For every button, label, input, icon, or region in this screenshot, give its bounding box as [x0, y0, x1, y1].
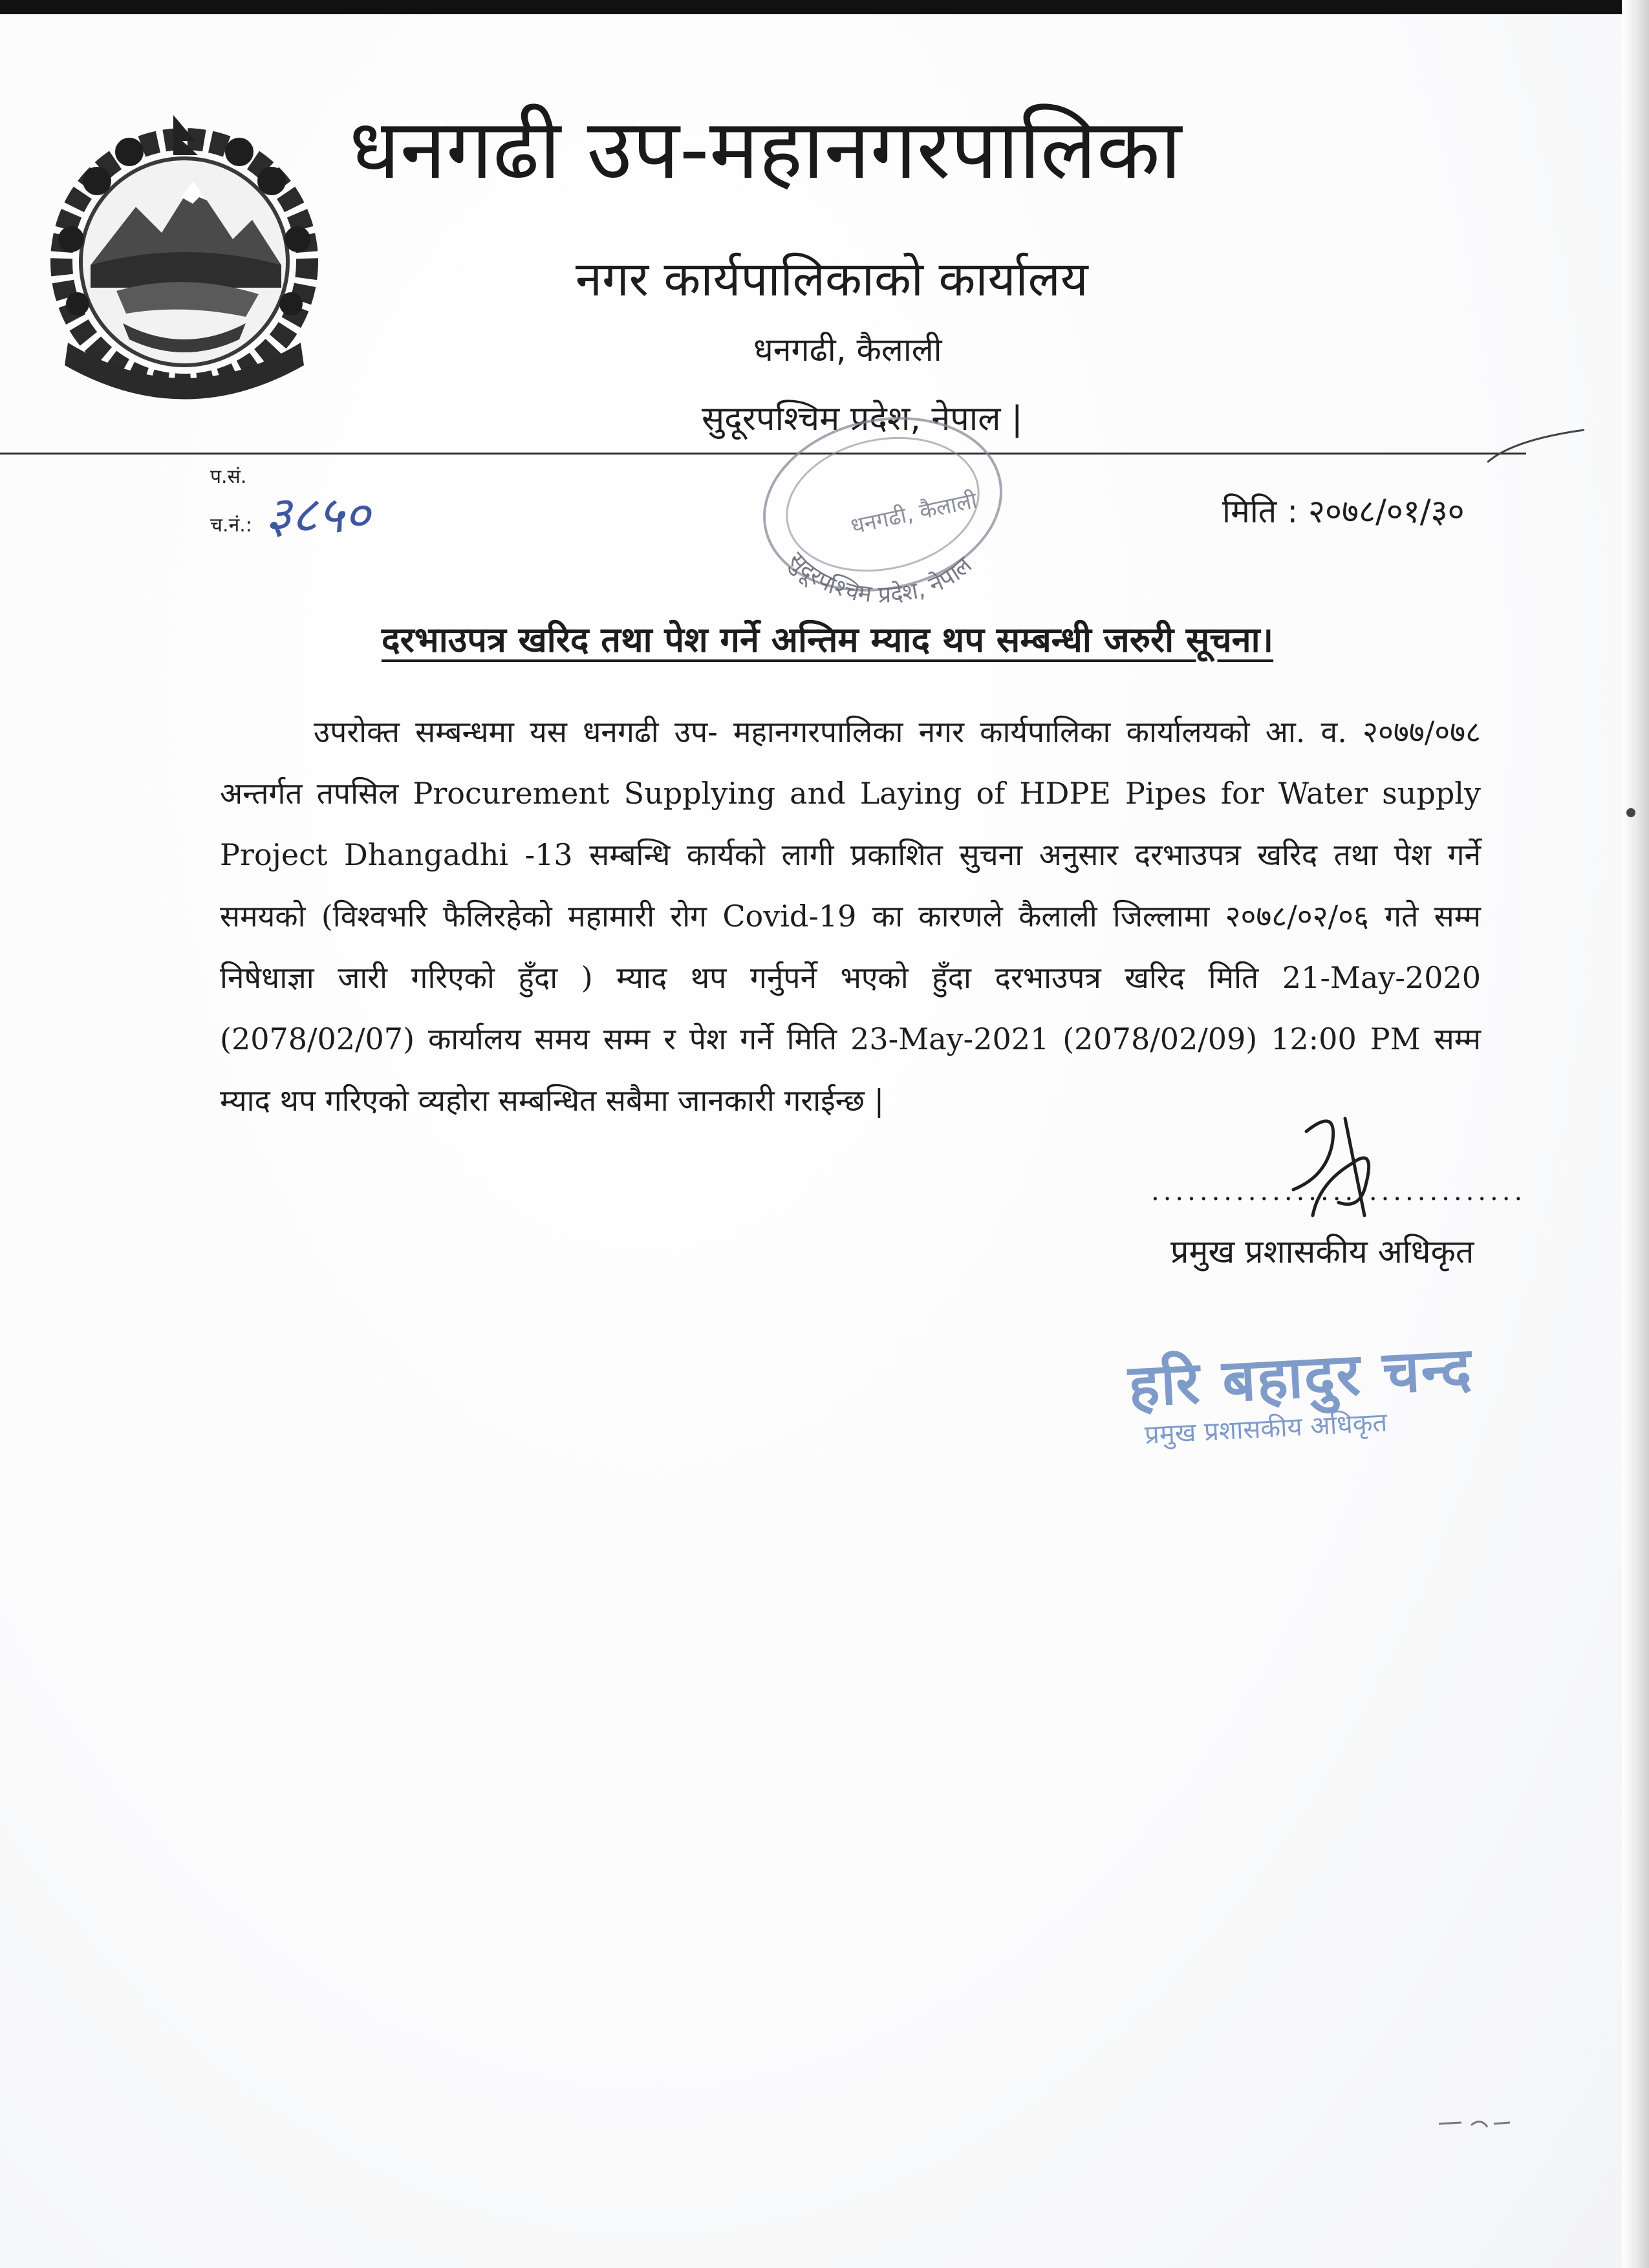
office-name: नगर कार्यपालिकाको कार्यालय — [576, 251, 1088, 307]
signatory-designation: प्रमुख प्रशासकीय अधिकृत — [1170, 1233, 1474, 1270]
date-value: २०७८/०१/३० — [1308, 493, 1465, 530]
scan-border-top — [0, 0, 1649, 14]
notice-body — [220, 701, 1481, 1131]
notice-paragraph: उपरोक्त सम्बन्धमा यस धनगढी उप- महानगरपालिका नगर कार्यपालिका कार्यालयको आ. व. २०७७/०७८ अन्तर्गत तपसिल Procurement Supplying and Laying of HDPE Pipes for Water supply Project Dhangadhi -13 सम्बन्धि कार्यको लागी प्रकाशित सुचना अनुसार दरभाउपत्र खरिद तथा पेश गर्ने समयको (विश्वभरि फैलिरहेको महामारी रोग Covid-19 का कारणले कैलाली जिल्लामा २०७८/०२/०६ गते सम्म निषेधाज्ञा जारी गरिएको हुँदा ) म्याद थप गर्नुपर्ने भएको हुँदा दरभाउपत्र खरिद मिति 21-May-2020 (2078/02/07) कार्यालय समय सम्म र पेश गर्ने मिति 23-May-2021 (2078/02/09) 12:00 PM सम्म म्याद थप गरिएको व्यहोरा सम्बन्धित सबैमा जानकारी गराईन्छ | — [220, 714, 1481, 1118]
reference-cn-label: च.नं.: — [210, 514, 252, 537]
name-stamp-designation: प्रमुख प्रशासकीय अधिकृत — [1143, 1407, 1388, 1450]
address-line-2: सुदूरपश्चिम प्रदेश, नेपाल | — [702, 400, 1023, 438]
signature-dotted-line: ............................... — [1151, 1177, 1527, 1206]
header-divider-flourish — [1487, 427, 1591, 465]
nepal-emblem-icon — [45, 110, 323, 407]
date-label: मिति : — [1222, 493, 1299, 530]
name-stamp: हरि बहादुर चन्द — [1126, 1334, 1474, 1420]
address-line-1: धनगढी, कैलाली — [753, 331, 942, 369]
scan-speck — [1626, 808, 1635, 817]
seal-text-line-2: सुदूरपश्चिम प्रदेश, नेपाल — [782, 547, 978, 608]
notice-subject: दरभाउपत्र खरिद तथा पेश गर्ने अन्तिम म्याद थप सम्बन्धी जरुरी सूचना। — [382, 619, 1274, 660]
organization-title: धनगढी उप-महानगरपालिका — [349, 102, 1182, 198]
seal-text-line-1: धनगढी, कैलाली — [848, 487, 980, 540]
reference-ps-label: प.सं. — [210, 465, 247, 488]
scan-corner-mark — [1436, 2111, 1513, 2137]
reference-cn-handwritten-value: ३८५० — [265, 486, 371, 544]
office-seal-icon — [737, 414, 1022, 608]
date-line — [1222, 488, 1465, 532]
scan-border-right — [1622, 0, 1649, 2268]
